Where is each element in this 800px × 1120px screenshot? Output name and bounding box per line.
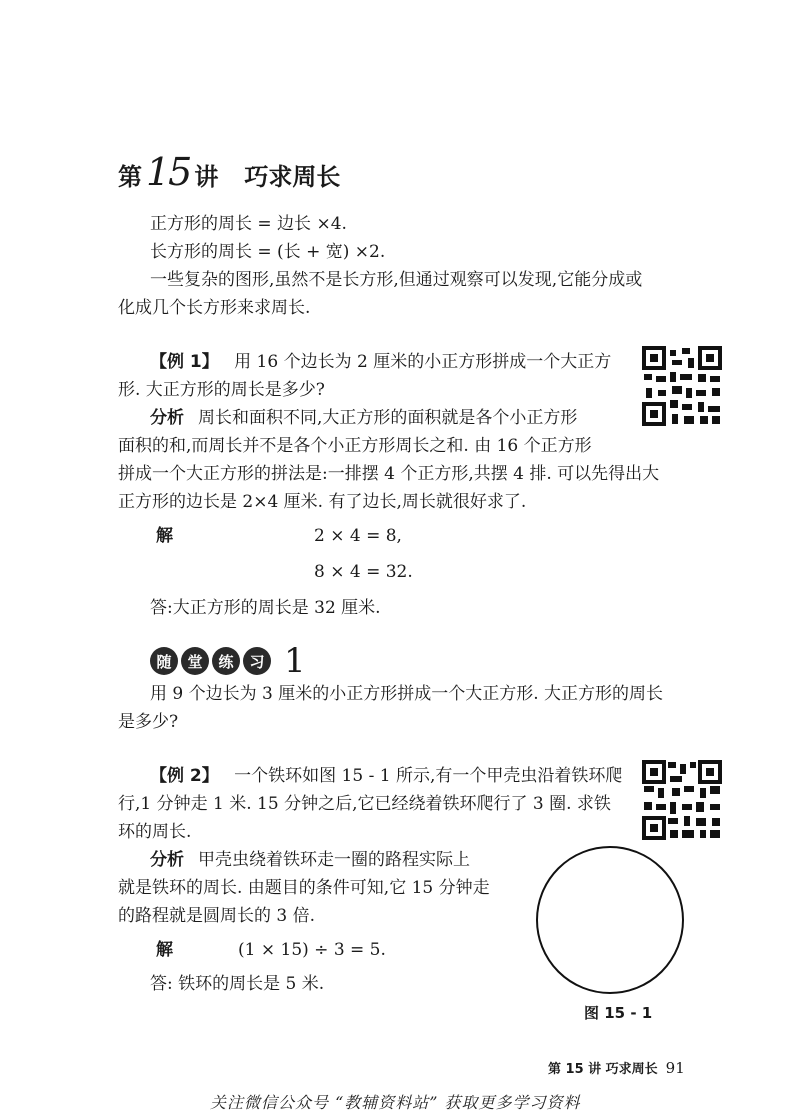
- chapter-suffix: 讲: [194, 163, 219, 191]
- chapter-prefix: 第: [118, 163, 142, 191]
- example2-answer: 答: 铁环的周长是 5 米.: [150, 974, 325, 994]
- example1-analysis-line1: 周长和面积不同,大正方形的面积就是各个小正方形: [198, 408, 578, 428]
- qr-code-icon: [642, 760, 722, 840]
- example1-answer: 答:大正方形的周长是 32 厘米.: [150, 598, 381, 618]
- chapter-name: 巧求周长: [244, 163, 341, 191]
- figure-label: 图 15 - 1: [584, 1004, 653, 1022]
- practice-badge-4: 习: [243, 647, 271, 675]
- example1-analysis-line3: 拼成一个大正方形的拼法是:一排摆 4 个正方形,共摆 4 排. 可以先得出大: [118, 464, 660, 484]
- practice-badge-3: 练: [212, 647, 240, 675]
- example2-analysis-label: 分析: [150, 850, 184, 870]
- example2-question-line3: 环的周长.: [118, 822, 192, 842]
- example1-question-line1: 用 16 个边长为 2 厘米的小正方形拼成一个大正方: [234, 352, 612, 372]
- example1-analysis: [150, 406, 577, 430]
- example1-solution-label: 解: [156, 526, 173, 546]
- practice-line-2: 是多少?: [118, 712, 179, 732]
- example2-solution-label: 解: [156, 940, 173, 960]
- chapter-title: [118, 150, 341, 194]
- intro-line-4: 化成几个长方形来求周长.: [118, 298, 311, 318]
- qr-code-icon: [642, 346, 722, 426]
- practice-badge-2: 堂: [181, 647, 209, 675]
- example1-label: 【例 1】: [150, 352, 219, 372]
- practice-number: 1: [284, 641, 306, 681]
- practice-badge-1: 随: [150, 647, 178, 675]
- example1-analysis-line2: 面积的和,而周长并不是各个小正方形周长之和. 由 16 个正方形: [118, 436, 592, 456]
- example1-equation-2: 8 × 4 = 32.: [314, 562, 413, 582]
- intro-line-2: 长方形的周长 = (长 + 宽) ×2.: [150, 242, 386, 262]
- example2-analysis-line2: 就是铁环的周长. 由题目的条件可知,它 15 分钟走: [118, 878, 490, 898]
- chapter-number: 15: [146, 150, 191, 194]
- example2-equation: (1 × 15) ÷ 3 = 5.: [238, 940, 386, 960]
- footer-chapter: 第 15 讲 巧求周长: [548, 1062, 658, 1077]
- example2-analysis: [150, 848, 470, 872]
- practice-header: [150, 641, 306, 681]
- page-footer: [548, 1058, 685, 1077]
- page-number: 91: [665, 1059, 685, 1077]
- example2-analysis-line1: 甲壳虫绕着铁环走一圈的路程实际上: [198, 850, 470, 870]
- example2-question: [150, 764, 622, 788]
- example1-analysis-line4: 正方形的边长是 2×4 厘米. 有了边长,周长就很好求了.: [118, 492, 527, 512]
- example2-question-line1: 一个铁环如图 15 - 1 所示,有一个甲壳虫沿着铁环爬: [234, 766, 623, 786]
- example1-equation-1: 2 × 4 = 8,: [314, 526, 402, 546]
- example1-analysis-label: 分析: [150, 408, 184, 428]
- example1-question-line2: 形. 大正方形的周长是多少?: [118, 380, 325, 400]
- example2-label: 【例 2】: [150, 766, 219, 786]
- practice-line-1: 用 9 个边长为 3 厘米的小正方形拼成一个大正方形. 大正方形的周长: [150, 684, 664, 704]
- example2-question-line2: 行,1 分钟走 1 米. 15 分钟之后,它已经绕着铁环爬行了 3 圈. 求铁: [118, 794, 611, 814]
- example1-question: [150, 350, 611, 374]
- intro-line-1: 正方形的周长 = 边长 ×4.: [150, 214, 347, 234]
- example2-analysis-line3: 的路程就是圆周长的 3 倍.: [118, 906, 316, 926]
- circle-figure: [534, 844, 686, 996]
- intro-line-3: 一些复杂的图形,虽然不是长方形,但通过观察可以发现,它能分成或: [150, 270, 643, 290]
- bottom-note: 关注微信公众号 “教辅资料站” 获取更多学习资料: [210, 1093, 581, 1112]
